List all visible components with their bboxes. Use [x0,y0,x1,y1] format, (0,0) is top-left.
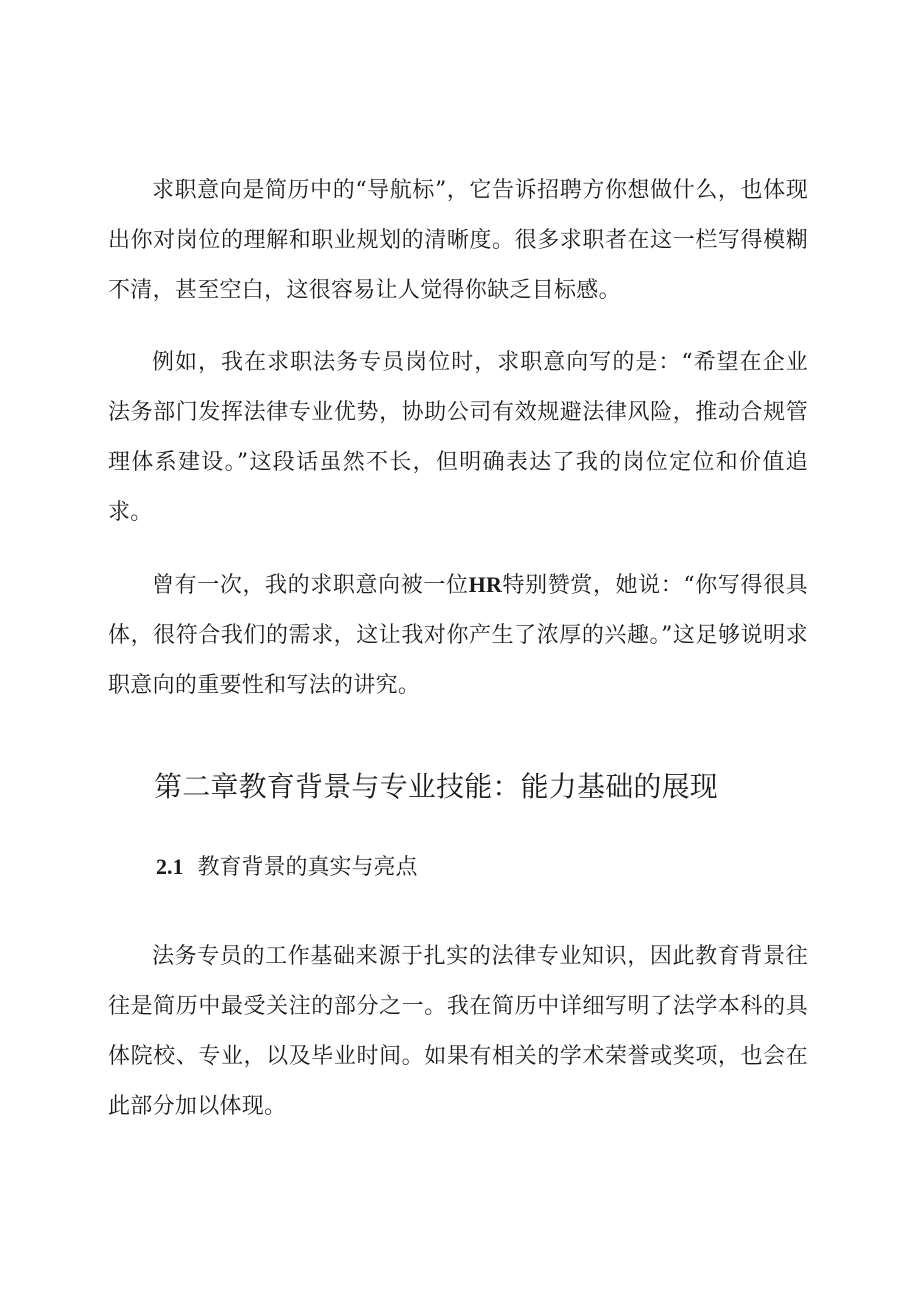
paragraph-hr-praise-after: 特别赞赏，她说：“你写得很具体，很符合我们的需求，这让我对你产生了浓厚的兴趣。”这足够说明求职意向的重要性和写法的讲究。 [108,573,809,698]
section-heading [156,851,808,884]
paragraph-job-intention-example: 例如，我在求职法务专员岗位时，求职意向写的是：“希望在企业法务部门发挥法律专业优势，协助公司有效规避法律风险，推动合规管理体系建设。”这段话虽然不长，但明确表达了我的岗位定位和价值追求。 [108,350,808,525]
paragraph-job-intention-intro: 求职意向是简历中的“导航标”，它告诉招聘方你想做什么，也体现出你对岗位的理解和职业规划的清晰度。很多求职者在这一栏写得模糊不清，甚至空白，这很容易让人觉得你缺乏目标感。 [108,178,808,303]
paragraph-hr-praise-before: 曾有一次，我的求职意向被一位 [152,573,469,598]
paragraph-hr-praise-hr: HR [468,572,503,597]
section-number: 2.1 [156,854,184,879]
document-body [108,166,808,1154]
chapter-title: 第二章教育背景与专业技能：能力基础的展现 [154,770,719,803]
paragraph-education-background: 法务专员的工作基础来源于扎实的法律专业知识，因此教育背景往往是简历中最受关注的部分之一。我在简历中详细写明了法学本科的具体院校、专业，以及毕业时间。如果有相关的学术荣誉或奖项，也会在此部分加以体现。 [108,944,808,1119]
section-title-text: 教育背景的真实与亮点 [197,855,418,880]
paragraph-hr-praise [108,560,808,711]
